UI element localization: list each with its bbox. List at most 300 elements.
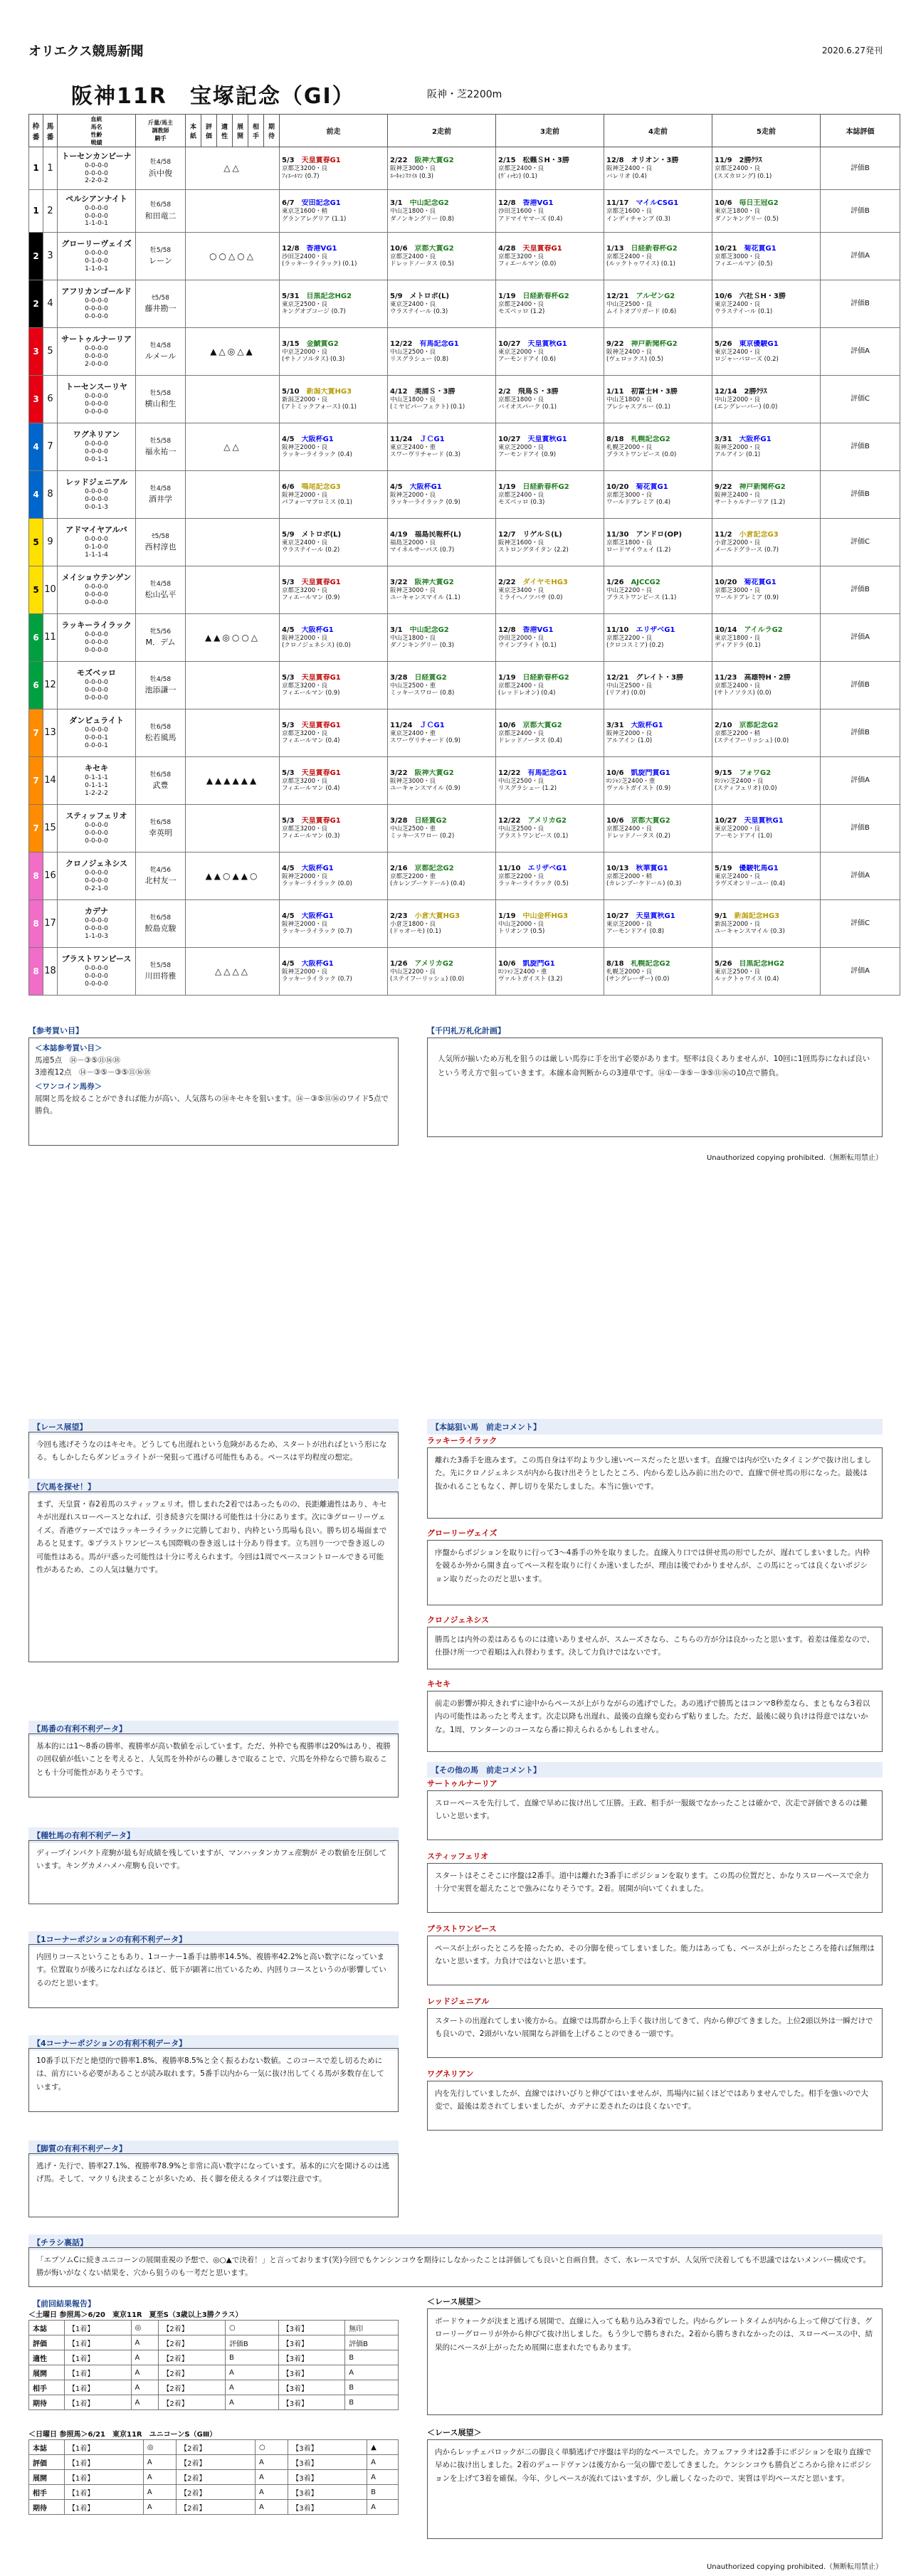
past-race-course: 中山芝2500・重: [390, 825, 436, 833]
jockey-cell: [136, 614, 186, 662]
horse-record: 0-0-0-0 0-0-0-0 0-0-0-0: [85, 679, 108, 702]
past-race: [496, 662, 604, 709]
past-race-date: 1/19: [498, 482, 516, 491]
past-race-date: 3/28: [390, 673, 408, 682]
past-race-winner: ラッキーライラック (0.0): [282, 880, 352, 887]
past-race-course: 福島芝2000・良: [390, 539, 436, 547]
past-race: [496, 805, 604, 852]
past-race-name: AJCCG2: [631, 578, 660, 586]
past-race-title: [282, 865, 385, 873]
horse-name[interactable]: レッドジェニアル: [65, 477, 128, 487]
past-race-date: 1/19: [498, 292, 516, 300]
past-race-date: 12/22: [390, 339, 413, 348]
past-race: [604, 233, 712, 280]
marks-cell: [186, 519, 280, 566]
past-race-title: [282, 199, 385, 208]
prev-cell: 【3着】: [278, 2380, 345, 2395]
past-race-course: 阪神芝2400・良: [715, 491, 761, 499]
past-race-name: 大阪杯G1: [301, 959, 334, 968]
past-race-winner: サートゥルナーリア (1.2): [715, 499, 786, 506]
horse-record: 0-0-0-0 0-1-0-0 1-1-0-1: [85, 250, 108, 273]
horse-name[interactable]: ペルシアンナイト: [65, 194, 127, 204]
weight-sex-age: 牡4/58: [149, 342, 172, 349]
past-race-winner: (レッドレオン) (0.4): [498, 690, 556, 697]
past-race: [712, 900, 821, 948]
prev-cell: 【1着】: [65, 2321, 132, 2335]
past-race-winner: ユーキャンスマイル (0.3): [715, 928, 785, 935]
past-race-name: 大阪杯G1: [301, 912, 334, 920]
past-race-date: 3/31: [715, 435, 732, 443]
right-heading: 【本誌狙い馬 前走コメント】: [427, 1419, 883, 1435]
past-race-date: 4/5: [282, 864, 295, 872]
past-race: [604, 280, 712, 328]
past-race-winner: ミライヘノツバサ (0.0): [498, 594, 563, 601]
past-race: [280, 805, 388, 852]
right-horse-comment: 勝馬とは内外の差はあるものには違いありませんが、スムーズさなら、こちらの方が分は良かったと思います。着差は僅差なので、仕掛け所一つで着順は入れ替わります。決して力負けではないです。: [427, 1627, 883, 1669]
past-race-winner: メールドグラース (0.7): [715, 547, 779, 554]
prev-cell: 期待: [29, 2395, 65, 2410]
past-race: [280, 280, 388, 328]
past-race-course: 京都芝2400・良: [390, 253, 436, 260]
past-race-course: 中山芝2500・重: [390, 682, 436, 690]
horse-name[interactable]: ラッキーライラック: [61, 621, 132, 630]
past-race-date: 8/18: [606, 435, 624, 443]
past-race-winner: フィエールマン (0.9): [282, 690, 340, 697]
past-race-winner: モズベッロ (0.3): [498, 499, 545, 506]
marks-cell: [186, 280, 280, 328]
past-race: [280, 190, 388, 233]
horse-name[interactable]: カデナ: [85, 907, 108, 917]
past-race-title: [606, 865, 710, 873]
past-race-name: 香港VG1: [522, 625, 554, 634]
past-race-title: [282, 722, 385, 730]
left-section-body: 今回も逃げそうなのはキセキ。どうしても出遅れという危険があるため、スタートが出ればという形になる。もしかしたらダンビュライトが一発狙って逃げる可能性もある。ペースは平均程度の想定。: [28, 1432, 399, 1489]
past-race-name: 京都大賞G2: [414, 244, 454, 253]
issue-date: 2020.6.27発刊: [821, 46, 883, 56]
horse-row: [29, 471, 900, 519]
race-table-header: [29, 115, 900, 147]
prev-table-title: ＜土曜日 参照馬＞6/20 東京11R 夏至S（3歳以上3勝クラス）: [28, 2311, 243, 2319]
right-horse-comment: 前走の影響が抑えきれずに途中からペースが上がりながらの逃げでした。あの逃げで勝馬とはコンマ8秒差なら、まともなら3着以内の可能性はあったと考えます。次走以降も出遅れ、最後の直線も変わらず粘りました。ただ、最後に競り負けは得意ではないかな。1周、ワンターンのコースなら番に抑えられるかもしれません。: [427, 1691, 883, 1752]
jockey-cell: [136, 662, 186, 709]
horse-name-cell: [58, 328, 136, 376]
manken-box: [427, 1038, 883, 1137]
past-race-name: 天皇賞春G1: [301, 769, 341, 777]
past-race-name: 神戸新聞杯G2: [739, 482, 786, 491]
past-race-title: [715, 199, 818, 208]
prev-cell: 【3着】: [288, 2485, 367, 2500]
past-race: [604, 948, 712, 996]
past-race-winner: (カレンブーケドール) (0.4): [390, 880, 465, 887]
past-race-name: 神戸新聞杯G2: [631, 339, 678, 348]
past-race: [496, 376, 604, 423]
horse-name-cell: [58, 423, 136, 471]
horse-name[interactable]: キセキ: [85, 764, 108, 774]
prev-cell: 【1着】: [65, 2350, 132, 2365]
prev-row: [29, 2321, 399, 2335]
past-race-course: 京都芝1600・良: [606, 208, 653, 216]
other-horse-name: ブラストワンピース: [427, 1924, 497, 1933]
col-mark-4: 展 開: [233, 115, 248, 147]
past-race-course: 京都芝2200・良: [606, 634, 653, 642]
past-race-title: [498, 292, 601, 301]
past-race-winner: アーモンドアイ (0.9): [498, 451, 557, 458]
horse-name[interactable]: アフリカンゴールド: [61, 287, 132, 297]
past-race-course: 中山芝2000・良: [715, 396, 761, 403]
past-race-title: [498, 245, 601, 253]
past-race-winner: マイネルサーパス (0.7): [390, 547, 455, 554]
past-race: [712, 614, 821, 662]
past-race-course: 東京芝2000・良: [715, 825, 761, 833]
horse-name[interactable]: ブラストワンピース: [61, 954, 132, 964]
past-race-course: 東京芝2400・重: [390, 729, 436, 737]
past-race-date: 10/27: [498, 339, 521, 348]
horse-name-cell: [58, 376, 136, 423]
weight-sex-age: 牡5/58: [149, 437, 172, 445]
past-race: [712, 147, 821, 190]
marks-cell: [186, 566, 280, 614]
past-race-title: [390, 960, 493, 968]
past-race-title: [715, 157, 818, 165]
past-race-title: [606, 483, 710, 492]
past-race-date: 10/6: [498, 721, 516, 729]
honmei-line1: 馬連5点 ⑭－③⑤⑪⑯⑱: [35, 1055, 121, 1065]
jockey-cell: [136, 280, 186, 328]
past-race: [604, 471, 712, 519]
jockey-cell: [136, 519, 186, 566]
horse-name[interactable]: ワグネリアン: [73, 430, 120, 440]
past-race: [280, 757, 388, 805]
other-horse-comment: スタートはそこそこに序盤は2番手。道中は離れた3番手にポジションを取ります。この馬の位置だと、かなりスローペースで余力十分で実質を超えたことで強みになりそうです。2着。展開が向いてくれました。: [427, 1863, 883, 1913]
prev-cell: ○: [256, 2440, 288, 2455]
manken-heading: 【千円札万札化計画】: [427, 1026, 505, 1035]
left-section-body: 内回りコースということもあり、1コーナー1番手は勝率14.5%、複勝率42.2%と高い数字になっています。位置取りが後ろになればなるほど、低下が顕著に出ているため、内回りコースというのが影響しているのだと思います。: [28, 1944, 399, 2008]
prev-cell: 【1着】: [65, 2335, 132, 2350]
umaban-number: 11: [43, 614, 58, 662]
past-race-title: [390, 292, 493, 301]
past-race-course: 京都芝3000・良: [606, 491, 653, 499]
past-race: [712, 948, 821, 996]
umaban-number: 2: [43, 190, 58, 233]
past-race-winner: パフォーマプロミス (0.1): [282, 499, 352, 506]
past-race-title: [282, 292, 385, 301]
past-race-course: 京都芝2400・良: [606, 253, 653, 260]
other-horse-name: レッドジェニアル: [427, 1997, 490, 2006]
past-race-name: 天皇賞秋G1: [744, 816, 784, 825]
prev-cell: A: [225, 2365, 278, 2380]
race-course: 阪神・芝2200m: [427, 89, 502, 100]
left-section-heading: 【レース展望】: [28, 1419, 399, 1435]
past-race-course: 京都芝2400・良: [606, 825, 653, 833]
past-race-name: 大阪杯G1: [409, 482, 442, 491]
prev-cell: B: [345, 2395, 399, 2410]
past-race-name: アイルラG2: [744, 625, 783, 634]
past-race-date: 4/28: [498, 244, 516, 253]
past-race-title: [498, 579, 601, 587]
horse-name[interactable]: アドマイヤアルバ: [65, 525, 127, 535]
past-race-date: 1/19: [498, 912, 516, 920]
past-race-title: [390, 865, 493, 873]
past-race-name: 六社ＳH・3勝: [739, 292, 786, 300]
past-race-winner: (サトノソルタス) (0.3): [282, 356, 345, 363]
past-race-course: 小倉芝2000・良: [715, 539, 761, 547]
col-jockey: 斤量/馬主 調教師 騎手: [136, 115, 186, 147]
past-race-name: アンドロ(OP): [636, 530, 683, 539]
weight-sex-age: 牡4/58: [149, 485, 172, 492]
marks-cell: [186, 709, 280, 757]
horse-name[interactable]: クロノジェネシス: [65, 859, 127, 869]
past-race-winner: ﾌｨｴｰﾙﾏﾝ (0.7): [282, 172, 320, 180]
past-race-date: 5/3: [282, 816, 295, 825]
prev-row: [29, 2395, 399, 2410]
past-race-date: 10/14: [715, 625, 737, 634]
past-race-title: [715, 579, 818, 587]
past-race-date: 5/3: [282, 769, 295, 777]
past-race-name: 日経賞G2: [414, 816, 447, 825]
past-race: [388, 900, 496, 948]
copyright-1: Unauthorized copying prohibited.（無断転用禁止）: [706, 1154, 883, 1162]
past-race-date: 10/27: [715, 816, 737, 825]
past-race-date: 12/14: [715, 387, 737, 396]
jockey-name: 福永祐一: [144, 447, 177, 457]
past-race-name: 香港VG1: [522, 199, 554, 208]
evaluation: 評価B: [821, 662, 900, 709]
jockey-name: 松山弘平: [144, 590, 177, 600]
past-race-winner: アルアイン (1.0): [606, 737, 653, 744]
past-race-title: [390, 769, 493, 778]
horse-record: 0-0-0-0 0-0-0-0 0-0-0-0: [85, 393, 108, 416]
prev-row: [29, 2365, 399, 2380]
prev-cell: A: [131, 2395, 159, 2410]
past-race-title: [282, 340, 385, 349]
past-race-date: 5/19: [715, 864, 732, 872]
past-race-title: [390, 817, 493, 825]
past-race-winner: ラヴズオンリーユー (0.4): [715, 880, 786, 887]
prev-cell: 【1着】: [65, 2395, 132, 2410]
past-race-winner: ドレッドノータス (0.4): [498, 737, 563, 744]
past-race-title: [498, 865, 601, 873]
past-race-course: 東京芝2400・良: [282, 539, 328, 547]
past-race-winner: (ラッキーライラック) (0.1): [282, 260, 357, 268]
horse-name[interactable]: モズベッロ: [77, 668, 116, 678]
past-race-title: [390, 436, 493, 444]
past-race-date: 10/6: [606, 769, 624, 777]
past-race-name: 安田記念G1: [301, 199, 341, 208]
past-race-winner: ラッキーライラック (0.5): [498, 880, 569, 887]
horse-name[interactable]: グローリーヴェイズ: [61, 239, 132, 249]
horse-row: [29, 614, 900, 662]
other-horse-comment: スタートの出遅れてしまい後方から。直線では馬群から上手く抜け出してきて、内から伸びてきました。上位2頭以外は一瞬だけでも良いので、2頭がいない展開なら評価を上げることのできる一頭です。: [427, 2008, 883, 2058]
past-race-date: 12/8: [498, 199, 516, 208]
past-race-date: 9/1: [715, 912, 727, 920]
past-race-name: リゲルＳ(L): [522, 530, 562, 539]
waku-number: 5: [29, 519, 43, 566]
past-race-name: 金鯱賞G2: [306, 339, 339, 348]
honmei-sub2: ＜ワンコイン馬券＞: [35, 1082, 102, 1092]
other-horse-comment: 内を先行していましたが、直線ではけいびりと伸びてはいませんが、馬場内に届くほどではありませんでした。相手を強いので大変で、最後は差されてしまいましたが、カデナに差されたのは良くないです。: [427, 2081, 883, 2131]
past-race-name: 小倉記念G3: [739, 530, 779, 539]
past-race-winner: ミッキースワロー (0.8): [390, 690, 455, 697]
past-race: [712, 423, 821, 471]
past-race-winner: ムイトオブリガード (0.6): [606, 308, 677, 315]
past-race-winner: トリオンフ (0.5): [498, 928, 545, 935]
horse-row: [29, 757, 900, 805]
past-race-date: 3/1: [390, 199, 403, 208]
jockey-cell: [136, 757, 186, 805]
race-title: 阪神11R 宝塚記念（GⅠ）: [71, 84, 355, 109]
jockey-name: 鮫島克駿: [144, 924, 177, 934]
past-race-winner: (ドゥオーモ) (0.1): [390, 928, 441, 935]
past-race-course: 阪神芝3000・良: [390, 777, 436, 785]
horse-name[interactable]: サートゥルナーリア: [61, 334, 132, 344]
past-race-name: 天皇賞春G1: [301, 721, 341, 729]
past-race-name: 天皇賞春G1: [522, 244, 562, 253]
past-race-winner: スワーヴリチャード (0.3): [390, 451, 460, 458]
prev-cell: 評価B: [345, 2335, 399, 2350]
past-race: [496, 190, 604, 233]
past-race-winner: バレリオ (0.4): [606, 172, 647, 180]
prev-cell: 【2着】: [159, 2365, 226, 2380]
weight-sex-age: 牡6/58: [149, 723, 172, 731]
past-race-course: 京都芝2400・良: [715, 165, 761, 173]
col-mark-1: 本 紙: [186, 115, 201, 147]
manken-text: 人気所が揃いため万札を狙うのは厳しい馬券に手を出す必要があります。堅率は良くありませんが、10回に1回馬券になれば良いという考え方で狙っていきます。本線本命判断からの3連単です。⑭①－③⑤－③⑤⑪⑯の10点で勝負。: [438, 1055, 870, 1077]
col-mark-2: 評 価: [201, 115, 217, 147]
past-race-date: 6/7: [282, 199, 295, 208]
jockey-cell: [136, 852, 186, 900]
past-race-title: [606, 579, 710, 587]
waku-number: 6: [29, 614, 43, 662]
past-race: [496, 566, 604, 614]
past-race-date: 12/22: [498, 769, 521, 777]
umaban-number: 15: [43, 805, 58, 852]
prev-cell: 【2着】: [177, 2455, 256, 2470]
horse-record: 0-0-0-0 0-0-0-0 1-1-0-3: [85, 917, 108, 940]
past-race-name: 天皇賞春G1: [301, 157, 341, 165]
prev-cell: A: [256, 2500, 288, 2515]
col-horse: 血統 馬名 性齢 戦績: [58, 115, 136, 147]
weight-sex-age: 牡5/58: [149, 389, 172, 397]
past-race: [496, 519, 604, 566]
past-race-winner: ルックトゥワイス (0.4): [715, 976, 779, 983]
horse-row: [29, 900, 900, 948]
prev-cell: A: [131, 2365, 159, 2380]
prev-table-title: ＜日曜日 参照馬＞6/21 東京11R ユニコーンS（GⅢ）: [28, 2431, 217, 2439]
past-race-title: [390, 199, 493, 208]
past-race-name: ＪＣG1: [419, 435, 445, 443]
past-race-title: [606, 817, 710, 825]
honmei-heading: 【参考買い目】: [28, 1026, 83, 1035]
horse-name[interactable]: ダンビュライト: [69, 716, 124, 726]
weight-sex-age: 牝5/56: [149, 628, 172, 635]
past-race-course: 中山芝2200・良: [390, 968, 436, 976]
past-race-winner: プレシャスブルー (0.1): [606, 403, 670, 411]
horse-name-cell: [58, 566, 136, 614]
past-race-title: [606, 340, 710, 349]
past-race-winner: ウラステイール (0.1): [715, 308, 773, 315]
past-race-name: マイルCSG1: [636, 199, 679, 208]
past-race-course: 東京芝2400・良: [715, 300, 761, 308]
past-race-date: 1/26: [390, 959, 408, 968]
past-race-course: 京都芝1800・良: [606, 539, 653, 547]
left-section-heading: 【4コーナーポジションの有利不利データ】: [28, 2035, 399, 2051]
col-prev5: 5走前: [712, 115, 821, 147]
past-race-title: [715, 865, 818, 873]
past-race-winner: ユーキャンスマイル (1.1): [390, 594, 460, 601]
prev-cell: A: [143, 2470, 176, 2485]
prev-cell: 評価: [29, 2335, 65, 2350]
horse-name[interactable]: メイショウテンゲン: [61, 573, 132, 583]
past-race: [388, 376, 496, 423]
past-race-date: 3/22: [390, 578, 408, 586]
past-race-title: [390, 483, 493, 492]
waku-number: 7: [29, 757, 43, 805]
prev-cell: 【2着】: [159, 2335, 226, 2350]
past-race: [280, 233, 388, 280]
horse-record: 0-0-0-0 0-0-0-0 1-1-0-1: [85, 204, 108, 228]
horse-name[interactable]: トーセンスーリヤ: [65, 382, 127, 392]
weight-sex-age: ｾ5/58: [152, 532, 169, 540]
past-race-date: 4/19: [390, 530, 408, 539]
past-race-name: 日経新春杯G2: [522, 673, 569, 682]
horse-name-cell: [58, 147, 136, 190]
past-race-course: 京都芝3000・良: [715, 253, 761, 260]
prev-cell: 展開: [29, 2470, 65, 2485]
horse-name[interactable]: スティッフェリオ: [65, 811, 127, 821]
past-race-name: 日経賞G2: [414, 673, 447, 682]
past-race: [496, 280, 604, 328]
evaluation: 評価A: [821, 948, 900, 996]
past-race: [280, 328, 388, 376]
evaluation: 評価B: [821, 709, 900, 757]
horse-name[interactable]: トーセンカンビーナ: [61, 151, 132, 161]
past-race-name: 毎日王冠G2: [739, 199, 779, 208]
weight-sex-age: 牡4/58: [149, 159, 172, 166]
past-race-name: 天皇賞春G1: [301, 673, 341, 682]
past-race-winner: フィエールマン (0.4): [282, 737, 340, 744]
waku-number: 7: [29, 805, 43, 852]
past-race-title: [498, 483, 601, 492]
past-race: [604, 423, 712, 471]
past-race-course: 阪神芝2000・良: [282, 443, 328, 451]
past-race-title: [715, 912, 818, 921]
col-mark-3: 適 性: [217, 115, 233, 147]
jockey-cell: [136, 900, 186, 948]
right-horse-name: クロノジェネシス: [427, 1615, 490, 1625]
past-race: [712, 662, 821, 709]
past-race-winner: ロードマイウェイ (1.2): [606, 547, 671, 554]
past-race-course: 東京芝1600・稍: [282, 208, 328, 216]
past-race-date: 9/22: [606, 339, 624, 348]
past-race: [388, 614, 496, 662]
weight-sex-age: 牡6/58: [149, 201, 172, 208]
past-race: [388, 190, 496, 233]
past-race-date: 10/27: [498, 435, 521, 443]
past-race-title: [715, 292, 818, 301]
past-race-course: 沙田芝1600・良: [498, 208, 544, 216]
horse-row: [29, 852, 900, 900]
past-race-name: 京都大賞G2: [522, 721, 562, 729]
past-race-winner: リスグラシュー (0.8): [390, 356, 449, 363]
past-race: [496, 328, 604, 376]
horse-row: [29, 280, 900, 328]
past-race-winner: ストロングタイタン (2.2): [498, 547, 569, 554]
past-race-name: 初富士H・3勝: [631, 387, 678, 396]
past-race-course: 京都芝2200・重: [390, 872, 436, 880]
past-race-date: 5/3: [282, 673, 295, 682]
marks-cell: ▲▲○▲▲○: [186, 852, 280, 900]
past-race-title: [282, 483, 385, 492]
